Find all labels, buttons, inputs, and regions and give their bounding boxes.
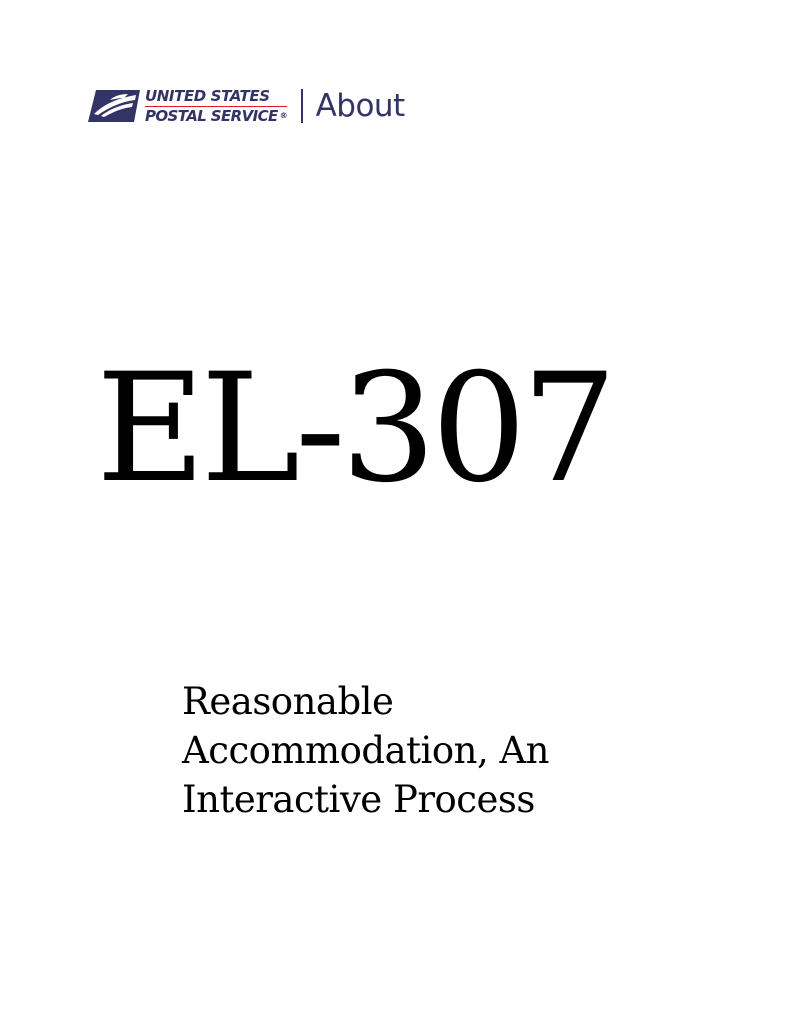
document-title-line-1: Reasonable	[182, 680, 394, 723]
eagle-icon	[88, 88, 140, 124]
logo-line-1: UNITED STATES	[145, 89, 287, 107]
registered-mark: ®	[279, 111, 288, 120]
logo-line-2-text: POSTAL SERVICE	[145, 106, 278, 125]
document-code: EL-307	[96, 342, 613, 516]
usps-wordmark	[145, 86, 288, 125]
section-label: About	[315, 88, 405, 124]
logo-line-2	[145, 107, 287, 124]
document-title-line-2: Accommodation, An	[182, 729, 550, 772]
usps-header	[88, 86, 405, 126]
header-divider	[301, 89, 303, 123]
document-title-line-3: Interactive Process	[182, 778, 535, 821]
document-title	[182, 677, 702, 824]
